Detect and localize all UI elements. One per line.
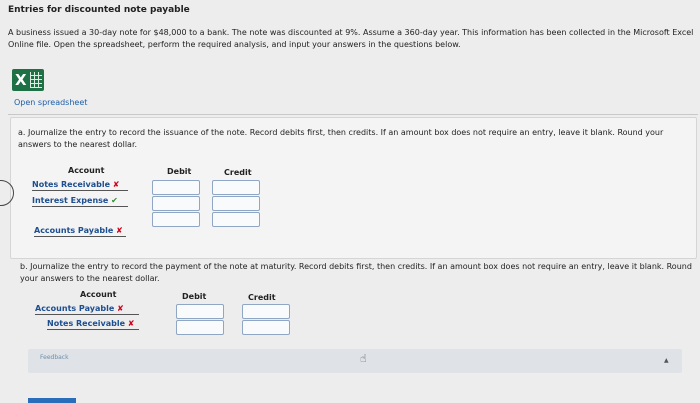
part-a-account-header: Account xyxy=(68,166,105,175)
bottom-button[interactable] xyxy=(28,398,76,403)
part-b-credit-header: Credit xyxy=(248,293,276,302)
part-b-debit-header: Debit xyxy=(182,292,207,301)
excel-letter: X xyxy=(15,71,27,89)
part-a-row-1-account[interactable] xyxy=(32,180,128,191)
incorrect-icon: ✘ xyxy=(117,304,124,313)
part-b-row-2-debit-input[interactable] xyxy=(176,320,224,335)
part-b-row-1-credit-input[interactable] xyxy=(242,304,290,319)
account-label: Accounts Payable xyxy=(35,304,115,313)
part-a-row-2-credit-input[interactable] xyxy=(212,196,260,211)
part-b-account-header: Account xyxy=(80,290,117,299)
part-a-row-3-debit-input[interactable] xyxy=(152,212,200,227)
part-b-row-1-debit-input[interactable] xyxy=(176,304,224,319)
part-a-row-2-debit-input[interactable] xyxy=(152,196,200,211)
incorrect-icon: ✘ xyxy=(112,180,120,189)
part-b-row-2-credit-input[interactable] xyxy=(242,320,290,335)
part-a-row-1-credit-input[interactable] xyxy=(212,180,260,195)
part-a-row-3-credit-input[interactable] xyxy=(212,212,260,227)
part-b-question: b. Journalize the entry to record the payment of the note at maturity. Record debits first, then credits. If an amount box does not require an entry, leave it blank. Round your answers to the nearest dollar. xyxy=(20,262,692,283)
feedback-link[interactable]: Feedback xyxy=(40,354,69,361)
divider xyxy=(8,114,698,115)
problem-statement: A business issued a 30-day note for $48,000 to a bank. The note was discounted at 9%. Assume a 360-day year. This information has been collected in the Microsoft Excel Online file. Open the spreadsheet, perform the required analysis, and input your answers in the questions below. xyxy=(8,28,694,49)
account-label: Notes Receivable xyxy=(47,319,125,328)
incorrect-icon: ✘ xyxy=(127,319,135,328)
correct-icon: ✔ xyxy=(111,196,118,205)
part-b-row-2-account[interactable] xyxy=(47,319,139,330)
account-label: Notes Receivable xyxy=(32,180,110,189)
incorrect-icon: ✘ xyxy=(116,226,123,235)
hand-pointer-icon: ☝ xyxy=(360,352,367,365)
part-a-row-1-debit-input[interactable] xyxy=(152,180,200,195)
account-label: Interest Expense xyxy=(32,196,109,205)
part-a-row-2-account[interactable] xyxy=(32,196,128,207)
feedback-bar xyxy=(28,349,682,373)
part-a-row-3-account[interactable] xyxy=(34,226,126,237)
account-label: Accounts Payable xyxy=(34,226,114,235)
excel-icon[interactable] xyxy=(12,69,44,91)
part-b-row-1-account[interactable] xyxy=(35,304,139,315)
page-title: Entries for discounted note payable xyxy=(8,5,190,15)
caret-up-icon[interactable]: ▲ xyxy=(664,357,669,364)
part-a-credit-header: Credit xyxy=(224,168,252,177)
open-spreadsheet-link[interactable]: Open spreadsheet xyxy=(14,98,88,107)
part-a-debit-header: Debit xyxy=(167,167,192,176)
part-a-question: a. Journalize the entry to record the issuance of the note. Record debits first, then credits. If an amount box does not require an entry, leave it blank. Round your answers to the nearest dollar. xyxy=(18,128,664,149)
